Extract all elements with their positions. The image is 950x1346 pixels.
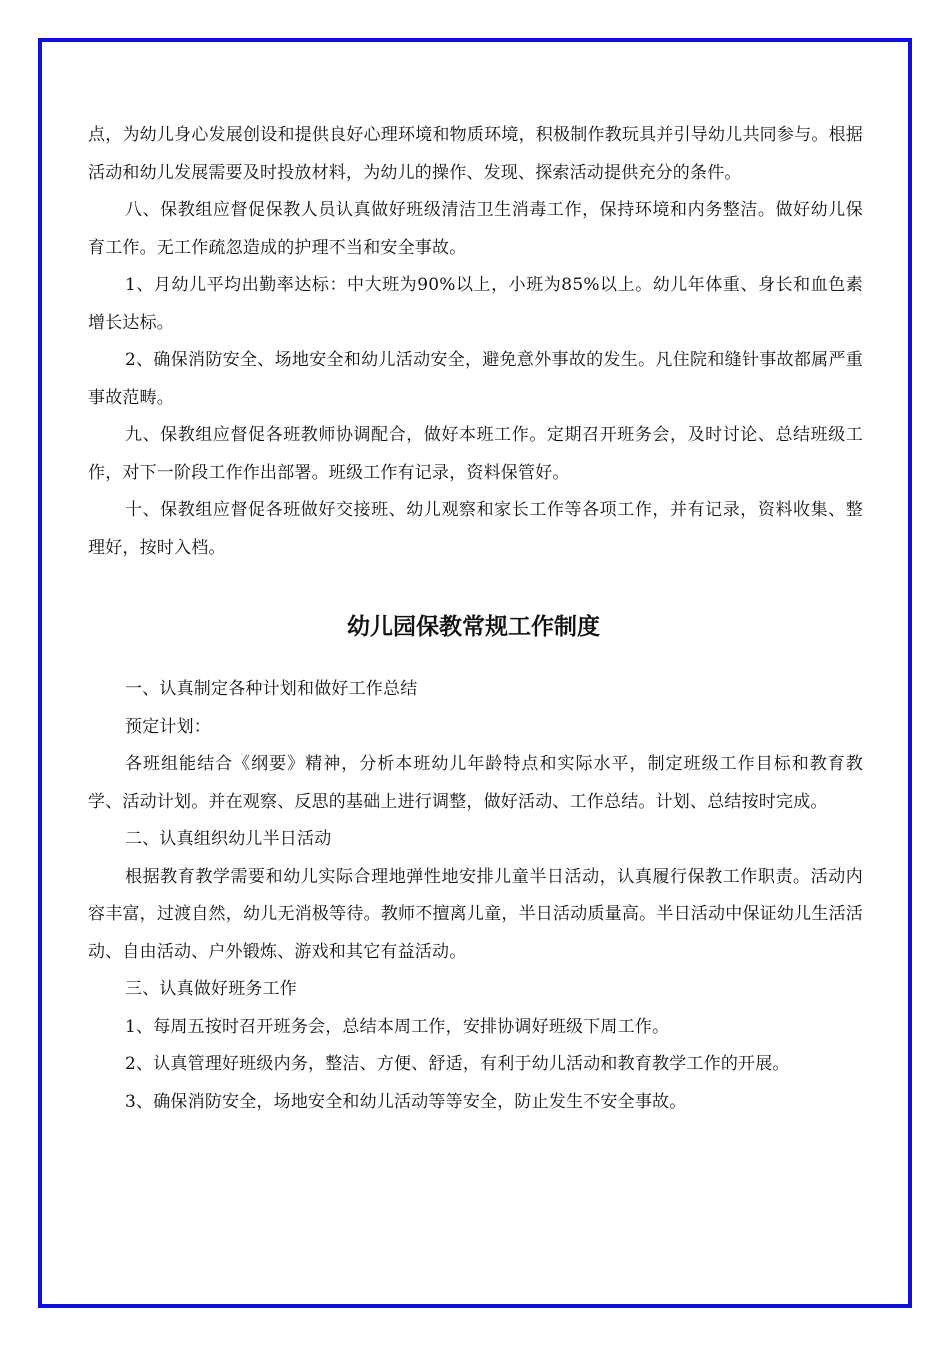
- paragraph-item-9: 九、保教组应督促各班教师协调配合，做好本班工作。定期召开班务会，及时讨论、总结班级工作，对下一阶段工作作出部署。班级工作有记录，资料保管好。: [88, 425, 863, 483]
- heading-class-affairs: 三、认真做好班务工作: [125, 979, 297, 999]
- label-planned: 预定计划：: [125, 716, 211, 737]
- paragraph-attendance: 1、月幼儿平均出勤率达标：中大班为90%以上，小班为85%以上。幼儿年体重、身长和血色素增长达标。: [88, 275, 863, 333]
- paragraph-fire-safety: 3、确保消防安全，场地安全和幼儿活动等等安全，防止发生不安全事故。: [125, 1091, 687, 1112]
- paragraph-plans: 各班组能结合《纲要》精神，分析本班幼儿年龄特点和实际水平，制定班级工作目标和教育教学、活动计划。并在观察、反思的基础上进行调整，做好活动、工作总结。计划、总结按时完成。: [88, 754, 863, 812]
- paragraph-weekly-meeting: 1、每周五按时召开班务会，总结本周工作，安排协调好班级下周工作。: [125, 1016, 670, 1037]
- heading-plans: 一、认真制定各种计划和做好工作总结: [125, 679, 418, 699]
- paragraph-half-day: 根据教育教学需要和幼儿实际合理地弹性地安排儿童半日活动，认真履行保教工作职责。活动内容丰富，过渡自然，幼儿无消极等待。教师不擅离儿童，半日活动质量高。半日活动中保证幼儿生活活动、自由活动、户外锻炼、游戏和其它有益活动。: [88, 866, 863, 962]
- paragraph-continuation: 点，为幼儿身心发展创设和提供良好心理环境和物质环境，积极制作教玩具并引导幼儿共同参与。根据活动和幼儿发展需要及时投放材料，为幼儿的操作、发现、探索活动提供充分的条件。: [88, 125, 863, 183]
- section-title: 幼儿园保教常规工作制度: [347, 614, 600, 640]
- document-body: [88, 117, 863, 1121]
- paragraph-item-10: 十、保教组应督促各班做好交接班、幼儿观察和家长工作等各项工作，并有记录，资料收集、整理好，按时入档。: [88, 500, 863, 558]
- paragraph-item-8: 八、保教组应督促保教人员认真做好班级清洁卫生消毒工作，保持环境和内务整洁。做好幼儿保育工作。无工作疏忽造成的护理不当和安全事故。: [88, 200, 863, 258]
- paragraph-housekeeping: 2、认真管理好班级内务，整洁、方便、舒适，有利于幼儿活动和教育教学工作的开展。: [125, 1054, 790, 1074]
- paragraph-safety: 2、确保消防安全、场地安全和幼儿活动安全，避免意外事故的发生。凡住院和缝针事故都属严重事故范畴。: [88, 350, 863, 408]
- heading-half-day: 二、认真组织幼儿半日活动: [125, 829, 332, 849]
